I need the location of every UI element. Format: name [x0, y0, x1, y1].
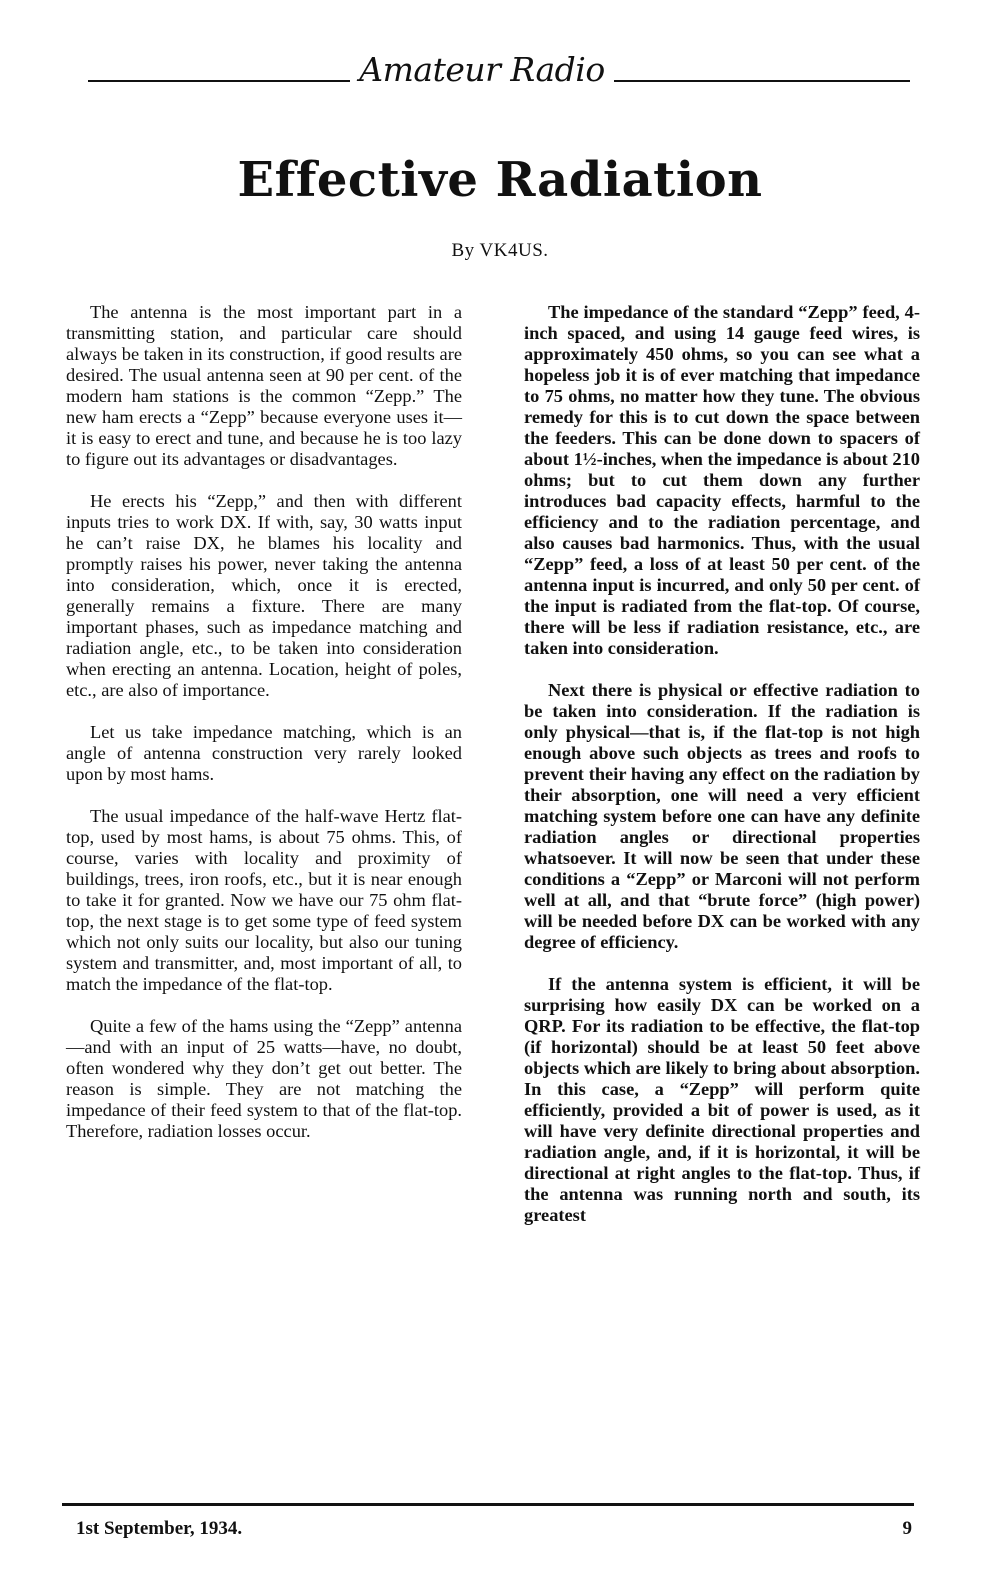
masthead: [88, 50, 910, 106]
left-column: [66, 302, 462, 1142]
article-title: Effective Radiation: [237, 152, 763, 208]
masthead-title: Amateur Radio: [359, 50, 605, 89]
paragraph: The antenna is the most important part in a transmitting station, and particular care should always be taken in its construction, if good results are desired. The usual antenna seen at 90 per cent. of the modern ham stations is the common “Zepp.” The new ham erects a “Zepp” because everyone uses it—it is easy to erect and tune, and because he is too lazy to figure out its advantages or disadvantages.: [66, 302, 462, 469]
masthead-rule-right: [614, 80, 910, 82]
page-number: 9: [902, 1518, 912, 1539]
paragraph: He erects his “Zepp,” and then with different inputs tries to work DX. If with, say, 30 watts input he can’t raise DX, he blames his locality and promptly raises his power, never taking the antenna into consideration, which, once it is erected, generally remains a fixture. There are many important phases, such as impedance matching and radiation angle, etc., to be taken into consideration when erecting an antenna. Location, height of poles, etc., are also of importance.: [66, 491, 462, 700]
issue-date: 1st September, 1934.: [76, 1518, 243, 1539]
article-byline: By VK4US.: [451, 240, 549, 261]
paragraph: Next there is physical or effective radiation to be taken into consideration. If the radiation is only physical—that is, if the flat-top is not high enough above such objects as trees and roofs to prevent their having any effect on the radiation by their absorption, one will need a very efficient matching system before one can have any definite radiation angles or directional properties whatsoever. It will now be seen that under these conditions a “Zepp” or Marconi will not perform well at all, and that “brute force” (high power) will be needed before DX can be worked with any degree of efficiency.: [524, 680, 920, 952]
paragraph: Quite a few of the hams using the “Zepp” antenna—and with an input of 25 watts—have, no doubt, often wondered why they don’t get out better. The reason is simple. They are not matching the impedance of their feed system to that of the flat-top. Therefore, radiation losses occur.: [66, 1016, 462, 1141]
footer-rule: [62, 1503, 914, 1506]
right-column: [524, 302, 920, 1226]
paragraph: The impedance of the standard “Zepp” feed, 4-inch spaced, and using 14 gauge feed wires, is approximately 450 ohms, so you can see what a hopeless job it is of ever matching that impedance to 75 ohms, no matter how they tune. The obvious remedy for this is to cut down the space between the feeders. This can be done down to spacers of about 1½-inches, when the impedance is about 210 ohms; but to cut them down any further introduces bad capacity effects, harmful to the efficiency and to the radiation percentage, and also causes bad harmonics. Thus, with the usual “Zepp” feed, a loss of at least 50 per cent. of the antenna input is incurred, and only 50 per cent. of the input is radiated from the flat-top. Of course, there will be less if radiation resistance, etc., are taken into consideration.: [524, 302, 920, 658]
paragraph: If the antenna system is efficient, it will be surprising how easily DX can be worked on a QRP. For its radiation to be effective, the flat-top (if horizontal) should be at least 50 feet above objects which are likely to bring about absorption. In this case, a “Zepp” will perform quite efficiently, provided a bit of power is used, as it will have very definite directional properties and radiation angle, and, if it is horizontal, it will be directional at right angles to the flat-top. Thus, if the antenna was running north and south, its greatest: [524, 974, 920, 1225]
masthead-rule-left: [88, 80, 350, 82]
paragraph: The usual impedance of the half-wave Hertz flat-top, used by most hams, is about 75 ohms. This, of course, varies with locality and proximity of buildings, trees, iron roofs, etc., but it is near enough to take it for granted. Now we have our 75 ohm flat-top, the next stage is to get some type of feed system which not only suits our locality, but also our tuning system and transmitter, and, most important of all, to match the impedance of the flat-top.: [66, 806, 462, 994]
paragraph: Let us take impedance matching, which is an angle of antenna construction very rarely looked upon by most hams.: [66, 722, 462, 784]
